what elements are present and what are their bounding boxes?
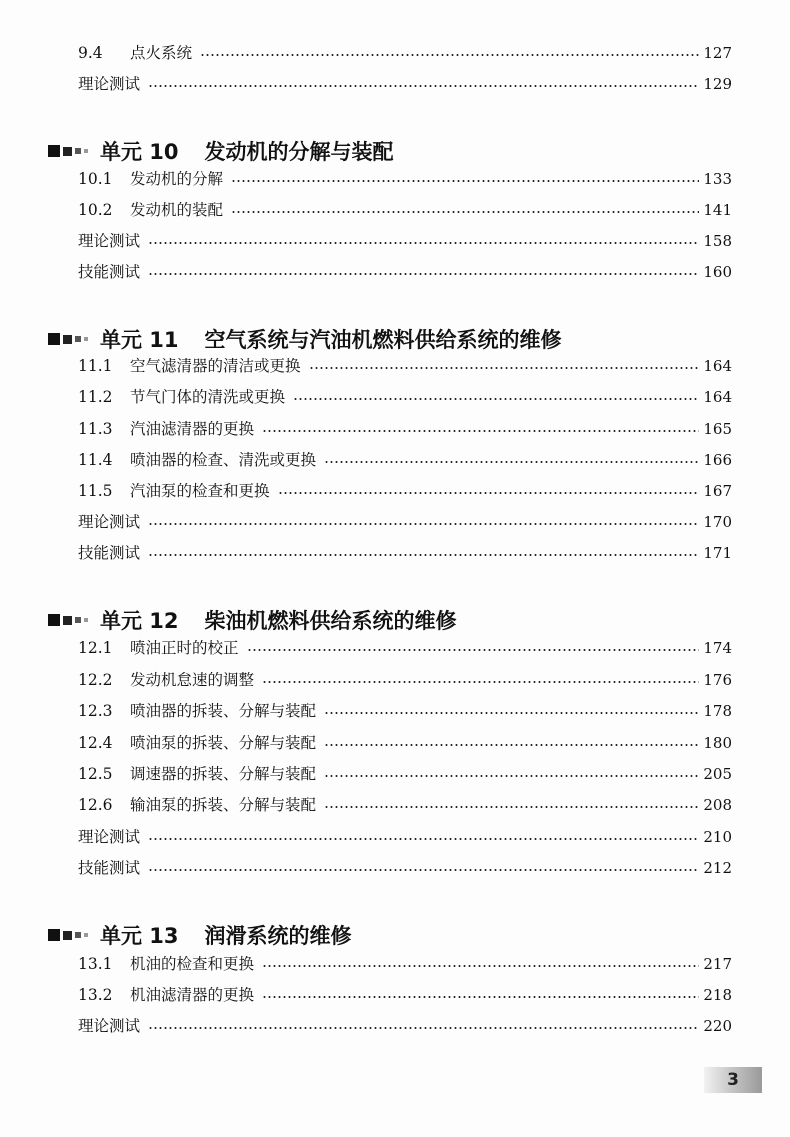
entry-number: 12.5 <box>78 765 113 783</box>
dot-leader <box>324 775 699 777</box>
entry-number: 11.5 <box>78 482 113 500</box>
entry-page: 218 <box>703 986 732 1004</box>
entry-page: 164 <box>703 357 732 375</box>
toc-entry-13-2[interactable] <box>78 983 732 1007</box>
unit-heading-11[interactable] <box>48 324 562 354</box>
entry-page: 171 <box>703 544 732 562</box>
entry-page: 178 <box>703 702 732 720</box>
toc-entry-11-1[interactable] <box>78 354 732 378</box>
toc-entry-12-2[interactable] <box>78 668 732 692</box>
entry-page: 158 <box>703 232 732 250</box>
dot-leader <box>262 965 699 967</box>
entry-number: 12.6 <box>78 796 113 814</box>
dot-leader <box>324 744 699 746</box>
entry-page: 212 <box>703 859 732 877</box>
dot-leader <box>309 367 700 369</box>
entry-number: 12.3 <box>78 702 113 720</box>
entry-title: 点火系统 <box>130 44 193 62</box>
toc-entry-11-4[interactable] <box>78 448 732 472</box>
toc-entry-13-1[interactable] <box>78 952 732 976</box>
unit-label: 单元 10 <box>100 140 179 164</box>
entry-title: 喷油器的拆装、分解与装配 <box>130 702 317 720</box>
entry-title: 喷油泵的拆装、分解与装配 <box>130 734 317 752</box>
unit-label: 单元 13 <box>100 924 179 948</box>
entry-page: 166 <box>703 451 732 469</box>
entry-page: 217 <box>703 955 732 973</box>
toc-entry-12-3[interactable] <box>78 699 732 723</box>
toc-entry-skill-test[interactable] <box>78 856 732 880</box>
dot-leader <box>148 273 699 275</box>
dot-leader <box>247 649 700 651</box>
entry-title: 理论测试 <box>78 513 141 531</box>
unit-title: 柴油机燃料供给系统的维修 <box>204 609 457 633</box>
entry-number: 12.1 <box>78 639 113 657</box>
unit-title: 空气系统与汽油机燃料供给系统的维修 <box>204 328 562 352</box>
entry-title: 调速器的拆装、分解与装配 <box>130 765 317 783</box>
toc-entry-11-2[interactable] <box>78 385 732 409</box>
entry-title: 理论测试 <box>78 828 141 846</box>
bullet-squares-icon <box>48 145 88 157</box>
entry-title: 技能测试 <box>78 263 141 281</box>
dot-leader <box>148 838 699 840</box>
dot-leader <box>324 806 699 808</box>
entry-number: 9.4 <box>78 44 103 62</box>
entry-number: 11.1 <box>78 357 113 375</box>
toc-entry-theory-test[interactable] <box>78 825 732 849</box>
toc-entry-11-3[interactable] <box>78 417 732 441</box>
toc-entry-12-6[interactable] <box>78 793 732 817</box>
entry-number: 13.1 <box>78 955 113 973</box>
toc-entry-12-5[interactable] <box>78 762 732 786</box>
toc-entry-12-1[interactable] <box>78 636 732 660</box>
entry-number: 13.2 <box>78 986 113 1004</box>
entry-title: 机油滤清器的更换 <box>130 986 255 1004</box>
dot-leader <box>231 180 699 182</box>
entry-title: 喷油正时的校正 <box>130 639 239 657</box>
entry-number: 10.2 <box>78 201 113 219</box>
entry-title: 喷油器的检查、清洗或更换 <box>130 451 317 469</box>
entry-page: 220 <box>703 1017 732 1035</box>
entry-page: 167 <box>703 482 732 500</box>
entry-title: 理论测试 <box>78 232 141 250</box>
entry-number: 12.4 <box>78 734 113 752</box>
dot-leader <box>148 242 699 244</box>
dot-leader <box>231 211 699 213</box>
page-number: 3 <box>727 1070 739 1090</box>
entry-title: 发动机怠速的调整 <box>130 671 255 689</box>
toc-entry-theory-test[interactable] <box>78 510 732 534</box>
entry-title: 发动机的装配 <box>130 201 224 219</box>
entry-page: 160 <box>703 263 732 281</box>
toc-entry-skill-test[interactable] <box>78 541 732 565</box>
dot-leader <box>293 398 699 400</box>
toc-entry-10-1[interactable] <box>78 167 732 191</box>
dot-leader <box>148 869 699 871</box>
entry-page: 141 <box>703 201 732 219</box>
entry-page: 170 <box>703 513 732 531</box>
unit-label: 单元 12 <box>100 609 179 633</box>
entry-page: 165 <box>703 420 732 438</box>
dot-leader <box>262 996 699 998</box>
entry-title: 发动机的分解 <box>130 170 224 188</box>
entry-number: 10.1 <box>78 170 113 188</box>
dot-leader <box>148 554 699 556</box>
entry-title: 节气门体的清洗或更换 <box>130 388 286 406</box>
bullet-squares-icon <box>48 929 88 941</box>
dot-leader <box>324 712 699 714</box>
entry-number: 11.4 <box>78 451 113 469</box>
entry-page: 205 <box>703 765 732 783</box>
entry-title: 理论测试 <box>78 1017 141 1035</box>
entry-title: 机油的检查和更换 <box>130 955 255 973</box>
dot-leader <box>148 85 699 87</box>
unit-heading-10[interactable] <box>48 136 394 166</box>
entry-page: 180 <box>703 734 732 752</box>
toc-entry-12-4[interactable] <box>78 731 732 755</box>
unit-label: 单元 11 <box>100 328 179 352</box>
entry-page: 176 <box>703 671 732 689</box>
unit-title: 润滑系统的维修 <box>204 924 352 948</box>
entry-title: 输油泵的拆装、分解与装配 <box>130 796 317 814</box>
toc-entry-theory-test[interactable] <box>78 1014 732 1038</box>
entry-number: 12.2 <box>78 671 113 689</box>
unit-heading-13[interactable] <box>48 920 352 950</box>
entry-page: 210 <box>703 828 732 846</box>
entry-page: 129 <box>703 75 732 93</box>
entry-title: 汽油滤清器的更换 <box>130 420 255 438</box>
entry-page: 133 <box>703 170 732 188</box>
page-number-badge <box>704 1067 762 1093</box>
entry-title: 理论测试 <box>78 75 141 93</box>
entry-page: 164 <box>703 388 732 406</box>
dot-leader <box>324 461 699 463</box>
bullet-squares-icon <box>48 333 88 345</box>
dot-leader <box>148 523 699 525</box>
dot-leader <box>262 430 699 432</box>
toc-entry-10-2[interactable] <box>78 198 732 222</box>
entry-title: 空气滤清器的清洁或更换 <box>130 357 301 375</box>
entry-page: 127 <box>703 44 732 62</box>
toc-entry-9-4[interactable] <box>78 41 732 65</box>
unit-title: 发动机的分解与装配 <box>204 140 394 164</box>
bullet-squares-icon <box>48 614 88 626</box>
dot-leader <box>262 681 699 683</box>
entry-page: 208 <box>703 796 732 814</box>
toc-entry-11-5[interactable] <box>78 479 732 503</box>
entry-title: 技能测试 <box>78 859 141 877</box>
dot-leader <box>148 1027 699 1029</box>
toc-entry-theory-test[interactable] <box>78 72 732 96</box>
entry-number: 11.2 <box>78 388 113 406</box>
dot-leader <box>200 54 699 56</box>
toc-entry-skill-test[interactable] <box>78 260 732 284</box>
entry-page: 174 <box>703 639 732 657</box>
unit-heading-12[interactable] <box>48 605 457 635</box>
entry-title: 技能测试 <box>78 544 141 562</box>
toc-entry-theory-test[interactable] <box>78 229 732 253</box>
entry-number: 11.3 <box>78 420 113 438</box>
entry-title: 汽油泵的检查和更换 <box>130 482 270 500</box>
dot-leader <box>278 492 700 494</box>
